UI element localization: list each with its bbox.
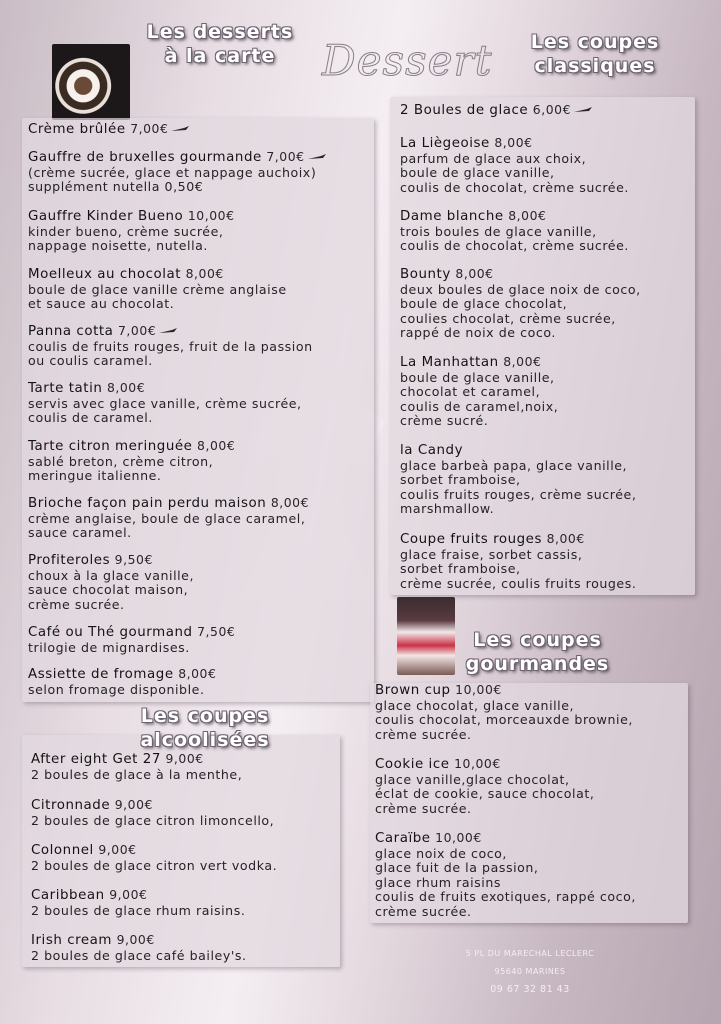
address-phone: 09 67 32 81 43 [490,984,570,995]
gourmande-item: Cookie ice 10,00€ glace vanille,glace chocolat, éclat de cookie, sauce chocolat, crème sucrée. [375,756,595,816]
dessert-item: Café ou Thé gourmand 7,50€ trilogie de mignardises. [28,624,236,655]
gourmande-item: Caraïbe 10,00€ glace noix de coco, glace fuit de la passion, glace rhum raisins coulis de fruits exotiques, rappé coco, crème sucrée. [375,830,636,919]
classique-item: Coupe fruits rouges 8,00€ glace fraise, sorbet cassis, sorbet framboise, crème sucrée, coulis fruits rouges. [400,531,637,591]
dessert-item: Profiteroles 9,50€ choux à la glace vanille, sauce chocolat maison, crème sucrée. [28,552,195,612]
alcoolisees-heading: Les coupes alcoolisées [140,705,270,751]
dessert-item: Moelleux au chocolat 8,00€ boule de glace vanille crème anglaise et sauce au chocolat. [28,266,287,312]
gourmandes-heading: Les coupes gourmandes [465,629,610,675]
alcoolisee-item: Caribbean 9,00€ 2 boules de glace rhum raisins. [31,887,246,918]
dessert-item: Crème brûlée 7,00€ [28,122,190,138]
knife-icon [307,153,327,163]
script-title: Dessert [322,36,493,85]
desserts-heading: Les desserts à la carte [146,21,294,67]
coupe-photo [397,597,455,675]
classiques-heading: Les coupes classiques [530,31,660,77]
alcoolisee-item: After eight Get 27 9,00€ 2 boules de glace à la menthe, [31,751,243,782]
dessert-item: Tarte tatin 8,00€ servis avec glace vanille, crème sucrée, coulis de caramel. [28,380,302,426]
alcoolisee-item: Colonnel 9,00€ 2 boules de glace citron vert vodka. [31,842,278,873]
classique-item: la Candy glace barbeà papa, glace vanille, sorbet framboise, coulis fruits rouges, crème sucrée, marshmallow. [400,443,637,517]
knife-icon [170,125,190,135]
classique-item: La Liègeoise 8,00€ parfum de glace aux choix, boule de glace vanille, coulis de chocolat, crème sucrée. [400,135,629,195]
classique-item: Bounty 8,00€ deux boules de glace noix de coco, boule de glace chocolat, coulies chocolat, crème sucrée, rappé de noix de coco. [400,266,641,341]
dessert-item: Brioche façon pain perdu maison 8,00€ crème anglaise, boule de glace caramel, sauce caramel. [28,495,310,541]
address-street: 5 PL DU MARECHAL LECLERC [465,949,595,958]
restaurant-address [445,945,615,999]
classique-item: La Manhattan 8,00€ boule de glace vanille, chocolat et caramel, coulis de caramel,noix, crème sucré. [400,354,559,429]
dessert-item: Gauffre de bruxelles gourmande 7,00€ (crème sucrée, glace et nappage auchoix) supplément nutella 0,50€ [28,150,327,195]
dessert-item: Gauffre Kinder Bueno 10,00€ kinder bueno, crème sucrée, nappage noisette, nutella. [28,208,235,254]
dessert-item: Panna cotta 7,00€ coulis de fruits rouges, fruit de la passion ou coulis caramel. [28,323,313,369]
alcoolisee-item: Irish cream 9,00€ 2 boules de glace café bailey's. [31,932,247,963]
gourmande-item: Brown cup 10,00€ glace chocolat, glace vanille, coulis chocolat, morceauxde brownie, crème sucrée. [375,682,633,742]
knife-icon [573,106,593,116]
alcoolisee-item: Citronnade 9,00€ 2 boules de glace citron limoncello, [31,797,275,828]
dessert-item: Assiette de fromage 8,00€ selon fromage disponible. [28,666,217,697]
classique-item: 2 Boules de glace 6,00€ [400,103,593,119]
dessert-item: Tarte citron meringuée 8,00€ sablé breton, crème citron, meringue italienne. [28,438,236,484]
knife-icon [158,327,178,337]
classique-item: Dame blanche 8,00€ trois boules de glace vanille, coulis de chocolat, crème sucrée. [400,208,629,254]
address-city: 95640 MARINES [494,967,566,976]
